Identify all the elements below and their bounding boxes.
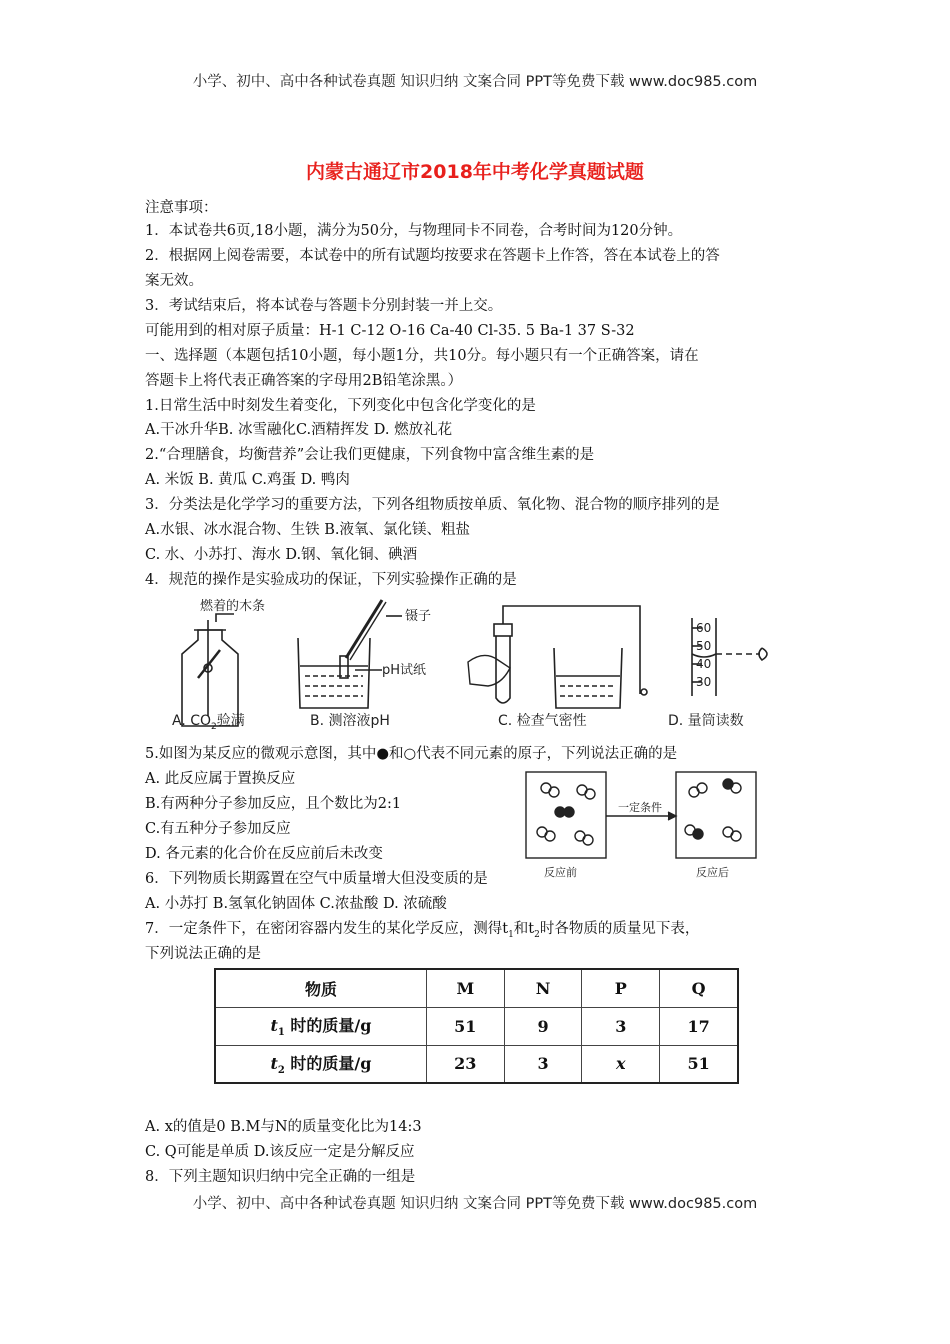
- d-tick-30: 30: [696, 675, 712, 689]
- d-tick-50: 50: [696, 639, 712, 653]
- q4-caption-b: B. 测溶液pH: [310, 713, 390, 729]
- cylinder-diagram: [692, 618, 767, 696]
- q7-stem-cont: 下列说法正确的是: [145, 946, 261, 962]
- q5-option-d: D. 各元素的化合价在反应前后未改变: [145, 846, 383, 862]
- row1-label: $t_1$ 时的质量/g: [215, 1007, 426, 1045]
- q5-arrow-label: 一定条件: [618, 801, 662, 814]
- table-cell: 9: [504, 1007, 582, 1045]
- q3-options-cd: C. 水、小苏打、海水 D.钢、氧化铜、碘酒: [145, 547, 418, 563]
- section-1-intro: 一、选择题（本题包括10小题，每小题1分，共10分。每小题只有一个正确答案，请在: [145, 348, 699, 364]
- table-header-m: M: [426, 969, 504, 1007]
- notes-heading: 注意事项：: [145, 200, 218, 216]
- b-tweezers-label: 镊子: [405, 609, 432, 624]
- note-1: 1．本试卷共6页,18小题，满分为50分，与物理同卡不同卷，合考时间为120分钟。: [145, 223, 683, 239]
- q7-options-cd: C. Q可能是单质 D.该反应一定是分解反应: [145, 1144, 415, 1160]
- q3-options-ab: A.水银、冰水混合物、生铁 B.液氧、氯化镁、粗盐: [145, 522, 470, 538]
- q5-stem: 5.如图为某反应的微观示意图，其中●和○代表不同元素的原子，下列说法正确的是: [145, 746, 678, 762]
- a-burning-stick-label: 燃着的木条: [200, 599, 266, 614]
- table-cell: 23: [426, 1045, 504, 1083]
- note-3: 3．考试结束后，将本试卷与答题卡分别封装一并上交。: [145, 298, 503, 314]
- table-cell: 3: [504, 1045, 582, 1083]
- q6-stem: 6．下列物质长期露置在空气中质量增大但没变质的是: [145, 871, 488, 887]
- section-1-intro-cont: 答题卡上将代表正确答案的字母用2B铅笔涂黑。）: [145, 373, 463, 389]
- row2-label: $t_2$ 时的质量/g: [215, 1045, 426, 1083]
- q5-before-label: 反应前: [544, 866, 577, 879]
- q7-stem: 7．一定条件下，在密闭容器内发生的某化学反应，测得$t_1$和$t_2$时各物质的质量见下表，: [145, 921, 700, 940]
- b-ph-paper-label: pH试纸: [382, 663, 427, 678]
- q5-after-label: 反应后: [696, 866, 729, 879]
- q2-options: A. 米饭 B. 黄瓜 C.鸡蛋 D. 鸭肉: [145, 472, 350, 488]
- q1-options: A.干冰升华B. 冰雪融化C.酒精挥发 D. 燃放礼花: [145, 422, 453, 438]
- q2-stem: 2.“合理膳食，均衡营养”会让我们更健康，下列食物中富含维生素的是: [145, 447, 595, 463]
- table-cell: 51: [426, 1007, 504, 1045]
- table-header-substance: 物质: [215, 969, 426, 1007]
- q5-option-c: C.有五种分子参加反应: [145, 821, 291, 837]
- note-2: 2．根据网上阅卷需要，本试卷中的所有试题均按要求在答题卡上作答，答在本试卷上的答: [145, 248, 720, 264]
- page-title: 内蒙古通辽市2018年中考化学真题试题: [306, 161, 644, 183]
- d-tick-60: 60: [696, 621, 712, 635]
- table-cell: 17: [660, 1007, 738, 1045]
- note-2-cont: 案无效。: [145, 273, 203, 289]
- table-cell: x: [582, 1045, 660, 1083]
- q4-figure: [150, 598, 800, 738]
- table-header-q: Q: [660, 969, 738, 1007]
- ph-beaker-diagram: [298, 600, 431, 708]
- table-row: [215, 1007, 738, 1045]
- q7-options-ab: A. x的值是0 B.M与N的质量变化比为14:3: [145, 1119, 422, 1135]
- table-cell: 3: [582, 1007, 660, 1045]
- q5-figure: [518, 766, 768, 882]
- table-header-n: N: [504, 969, 582, 1007]
- q5-option-b: B.有两种分子参加反应，且个数比为2:1: [145, 796, 402, 812]
- table-cell: 51: [660, 1045, 738, 1083]
- q4-caption-d: D. 量筒读数: [668, 713, 744, 729]
- co2-bottle-diagram: [182, 598, 265, 726]
- q1-stem: 1.日常生活中时刻发生着变化，下列变化中包含化学变化的是: [145, 398, 536, 414]
- page-header: 小学、初中、高中各种试卷真题 知识归纳 文案合同 PPT等免费下载 www.doc985.com: [192, 74, 758, 90]
- q3-stem: 3．分类法是化学学习的重要方法，下列各组物质按单质、氧化物、混合物的顺序排列的是: [145, 497, 720, 513]
- page-footer: 小学、初中、高中各种试卷真题 知识归纳 文案合同 PPT等免费下载 www.doc985.com: [192, 1196, 758, 1212]
- airtightness-diagram: [468, 606, 647, 708]
- q4-caption-a: A. $CO_2$验满: [172, 713, 245, 732]
- q4-stem: 4．规范的操作是实验成功的保证，下列实验操作正确的是: [145, 572, 517, 588]
- q7-table: [214, 968, 739, 1084]
- d-tick-40: 40: [696, 657, 712, 671]
- q8-stem: 8．下列主题知识归纳中完全正确的一组是: [145, 1169, 416, 1185]
- q4-caption-c: C. 检查气密性: [498, 713, 587, 729]
- table-header-p: P: [582, 969, 660, 1007]
- q5-option-a: A. 此反应属于置换反应: [145, 771, 296, 787]
- atomic-masses: 可能用到的相对原子质量：H-1 C-12 O-16 Ca-40 Cl-35. 5 Ba-1 37 S-32: [145, 323, 635, 339]
- table-row: [215, 1045, 738, 1083]
- q6-options: A. 小苏打 B.氢氧化钠固体 C.浓盐酸 D. 浓硫酸: [145, 896, 447, 912]
